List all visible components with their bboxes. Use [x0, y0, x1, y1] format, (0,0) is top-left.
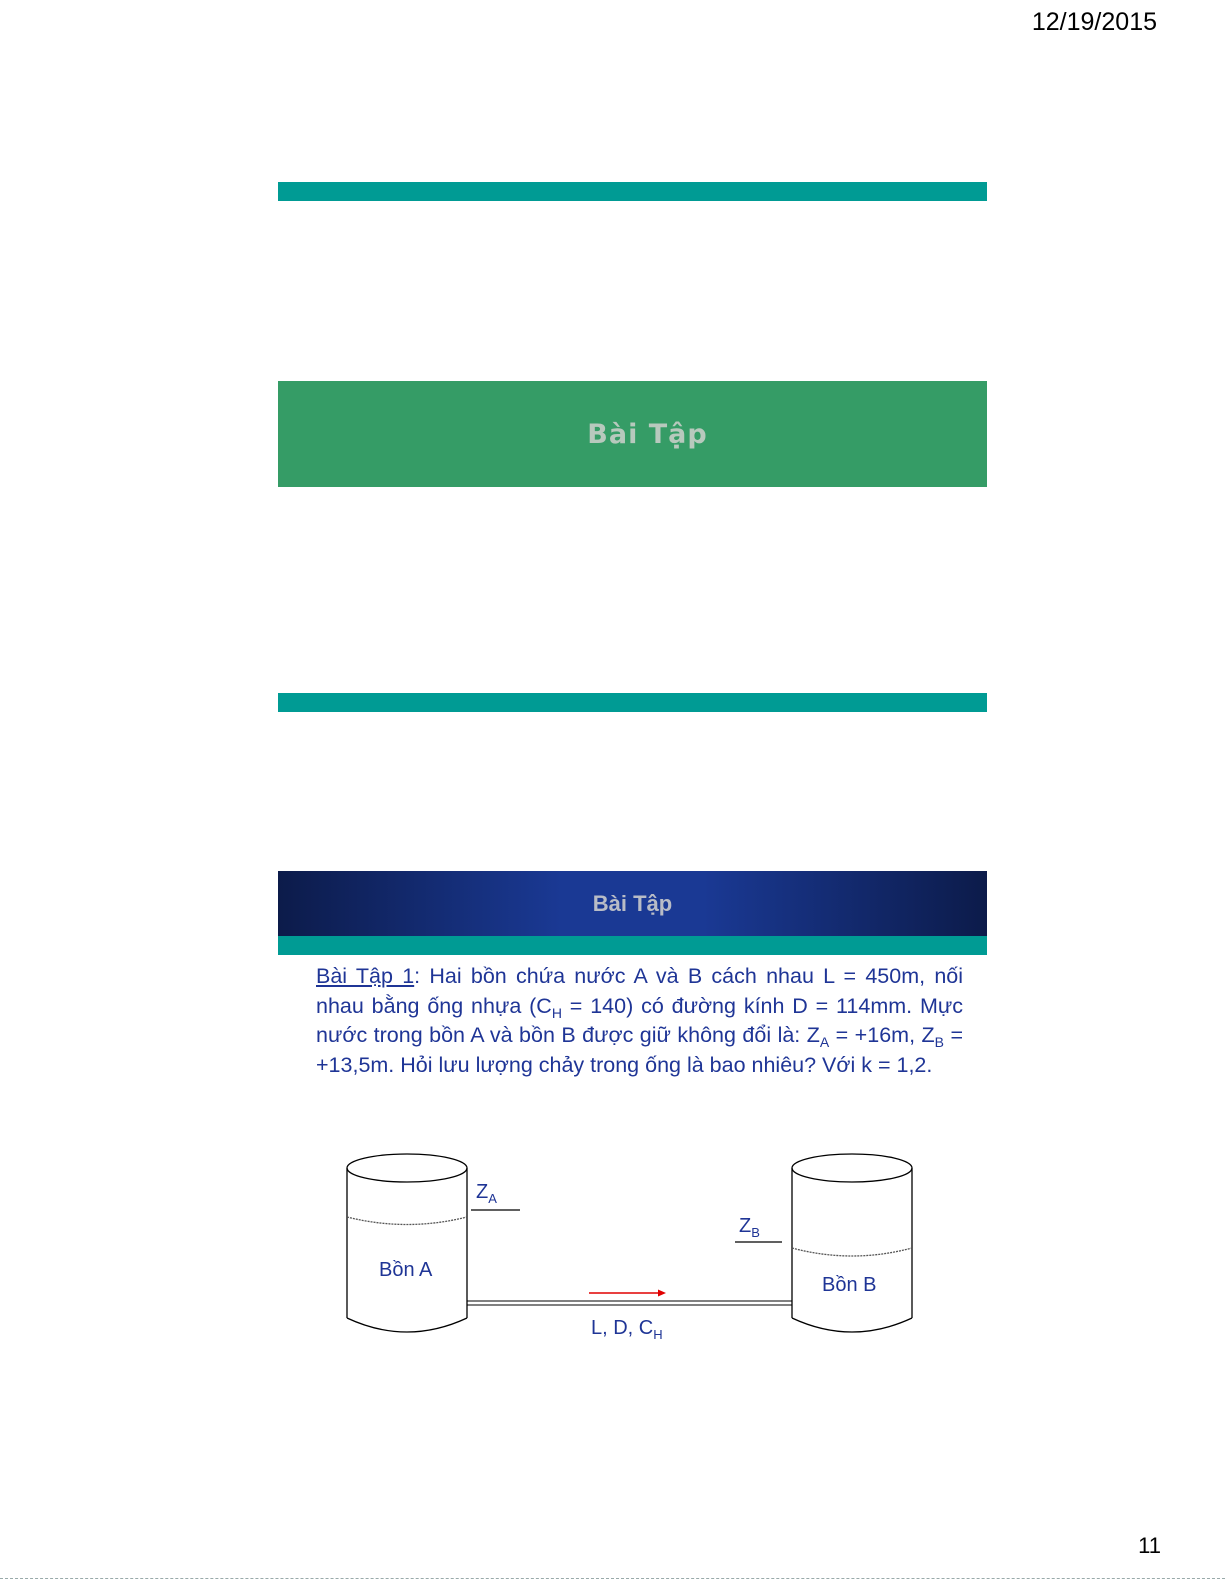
slide1-title: Bài Tập: [587, 418, 708, 450]
slide2-title: Bài Tập: [592, 890, 673, 916]
problem-sub-h: H: [551, 1004, 562, 1021]
problem-sub-a: A: [819, 1034, 830, 1050]
flow-arrow-icon: [589, 1290, 666, 1297]
zb-label: $Z_B$: [739, 1215, 760, 1240]
pipe-label: L, D, $C_H$: [591, 1317, 663, 1342]
slide2-header: [278, 871, 987, 936]
tank-b: [792, 1154, 912, 1332]
problem-statement: [316, 962, 963, 1080]
bottom-divider: [0, 1578, 1225, 1579]
slide2-teal-bar: [278, 936, 987, 955]
problem-lead: Bài Tập 1: [316, 964, 415, 988]
slide1-bottom-bar: [278, 693, 987, 712]
za-label: $Z_A$: [476, 1181, 497, 1206]
pipe: [467, 1301, 792, 1305]
reservoir-diagram: [330, 1150, 930, 1360]
problem-text-2: = 140) có đường kính D = 114mm. Mực nước trong bồn A và bồn B được giữ không đổi là: Z: [316, 993, 964, 1047]
tank-a: [347, 1154, 467, 1332]
problem-text-3: = +16m, Z: [829, 1023, 935, 1047]
slide1-top-bar: [278, 182, 987, 201]
tank-b-label: Bồn B: [822, 1274, 877, 1296]
problem-text-4: = +13,5m. Hỏi lưu lượng chảy trong ống là bao nhiêu? Với k = 1,2.: [316, 1023, 963, 1077]
slide1-title-box: [278, 381, 987, 487]
problem-sub-b: B: [934, 1034, 944, 1050]
page-date: 12/19/2015: [1031, 8, 1157, 36]
tank-a-label: Bồn A: [379, 1259, 433, 1281]
page-number: 11: [1138, 1533, 1161, 1558]
problem-text-1: : Hai bồn chứa nước A và B cách nhau L = 450m, nối nhau bằng ống nhựa (C: [316, 964, 964, 1018]
